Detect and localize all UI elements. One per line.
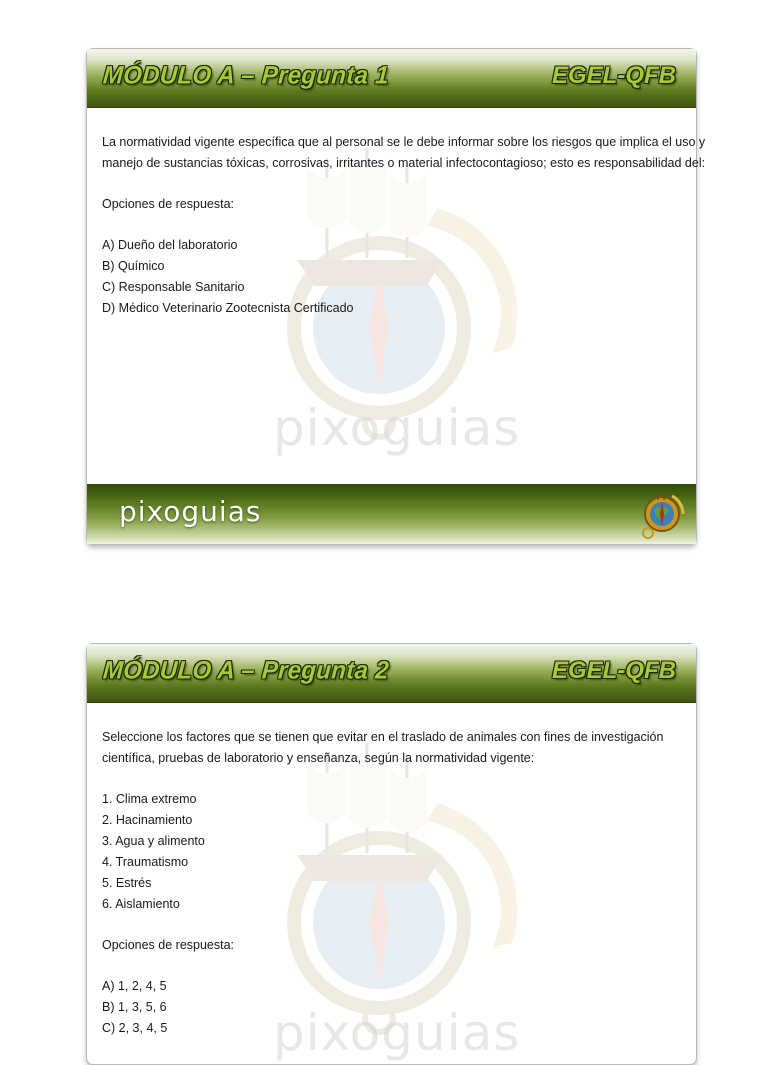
card-body xyxy=(87,108,706,484)
question-card-1 xyxy=(86,48,706,545)
compass-globe-icon xyxy=(638,488,686,540)
answer-option-c: C) Responsable Sanitario xyxy=(102,280,245,294)
card-body xyxy=(87,703,696,1064)
watermark-logo: pixoguias xyxy=(273,1004,521,1062)
exam-brand: EGEL-QFB xyxy=(552,657,676,684)
factor-item: 6. Aislamiento xyxy=(102,897,180,911)
answer-option-b: B) 1, 3, 5, 6 xyxy=(102,1000,167,1014)
answer-option-d: D) Médico Veterinario Zootecnista Certificado xyxy=(102,301,354,315)
question-line: manejo de sustancias tóxicas, corrosivas, irritantes o material infectocontagioso; esto es responsabilidad del: xyxy=(102,156,706,170)
factor-item: 4. Traumatismo xyxy=(102,855,189,869)
question-line: Seleccione los factores que se tienen que evitar en el traslado de animales con fines de investigación xyxy=(102,730,664,744)
options-heading: Opciones de respuesta: xyxy=(102,197,235,211)
question-line: científica, pruebas de laboratorio y enseñanza, según la normatividad vigente: xyxy=(102,751,535,765)
answer-option-a: A) Dueño del laboratorio xyxy=(102,238,238,252)
answer-option-c: C) 2, 3, 4, 5 xyxy=(102,1021,168,1035)
question-card-2 xyxy=(86,643,697,1065)
exam-brand: EGEL-QFB xyxy=(552,62,676,89)
footer-logo: pixoguias xyxy=(119,495,262,528)
factor-item: 5. Estrés xyxy=(102,876,152,890)
answer-option-b: B) Químico xyxy=(102,259,165,273)
card-title: MÓDULO A – Pregunta 1 xyxy=(102,61,390,90)
options-heading: Opciones de respuesta: xyxy=(102,938,235,952)
factor-item: 2. Hacinamiento xyxy=(102,813,193,827)
answer-option-a: A) 1, 2, 4, 5 xyxy=(102,979,167,993)
factor-item: 3. Agua y alimento xyxy=(102,834,205,848)
factor-item: 1. Clima extremo xyxy=(102,792,197,806)
card-title: MÓDULO A – Pregunta 2 xyxy=(102,656,390,685)
question-line: La normatividad vigente específica que al personal se le debe informar sobre los riesgos que implica el uso y xyxy=(102,135,706,149)
watermark-logo: pixoguias xyxy=(273,399,521,457)
card-footer xyxy=(87,484,696,544)
card-header xyxy=(87,644,696,703)
card-header xyxy=(87,49,696,108)
